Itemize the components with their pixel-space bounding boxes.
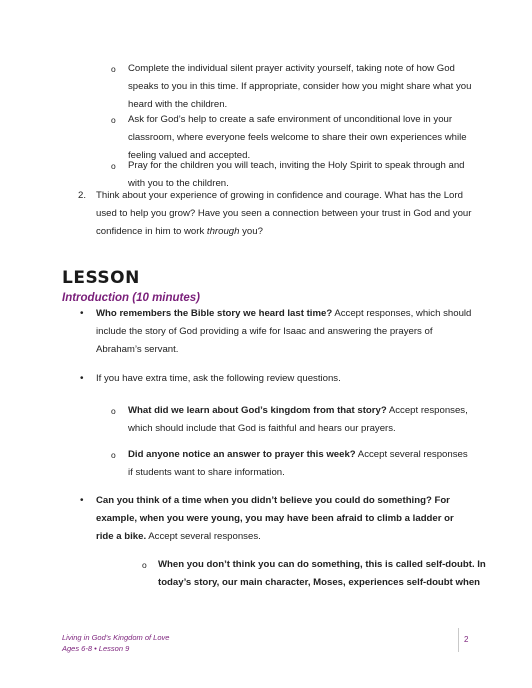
bullet-dot-icon: • (80, 308, 84, 319)
sub-bullet-2: Ask for God’s help to create a safe environment of unconditional love in your classroom, where everyone feels welcome to share their own experiences while feeling valued and accepted. (128, 114, 467, 161)
bullet-o-icon: o (111, 450, 116, 460)
bullet-dot-icon: • (80, 373, 84, 384)
page-number: 2 (464, 635, 469, 644)
footer (62, 632, 169, 654)
bullet-o-icon: o (111, 115, 116, 125)
introduction-heading: Introduction (10 minutes) (62, 292, 200, 304)
review-question-2: Did anyone notice an answer to prayer this week? Accept several responses if students want to share information. (128, 449, 468, 478)
sub-bullet-1: Complete the individual silent prayer activity yourself, taking note of how God speaks to you in this time. If appropriate, consider how you might share what you heard with the children. (128, 63, 472, 110)
bullet-item-3: Can you think of a time when you didn’t believe you could do something? For example, when you were young, you may have been afraid to climb a ladder or ride a bike. Accept several responses. (96, 495, 454, 542)
bullet-item-1: Who remembers the Bible story we heard last time? Accept responses, which should include the story of God providing a wife for Isaac and answering the prayers of Abraham’s servant. (96, 308, 472, 355)
list-number: 2. (78, 190, 87, 201)
bullet-o-icon: o (111, 406, 116, 416)
lesson-heading: LESSON (62, 268, 140, 288)
bullet-o-icon: o (111, 161, 116, 171)
numbered-item-2: Think about your experience of growing in confidence and courage. What has the Lord used to help you grow? Have you seen a connection between your trust in God and your confidence in him to work through you? (96, 190, 472, 237)
sub-bullet-self-doubt: When you don’t think you can do something, this is called self-doubt. In today’s story, our main character, Moses, experiences self-doubt when (158, 559, 486, 588)
bullet-o-icon: o (142, 560, 147, 570)
bullet-item-2: If you have extra time, ask the following review questions. (96, 373, 341, 384)
bullet-dot-icon: • (80, 495, 84, 506)
footer-title: Living in God’s Kingdom of Love (62, 633, 170, 642)
footer-subtitle: Ages 6-8 • Lesson 9 (62, 644, 130, 653)
bullet-o-icon: o (111, 64, 116, 74)
footer-divider (458, 628, 459, 652)
review-question-1: What did we learn about God’s kingdom from that story? Accept responses, which should include that God is faithful and hears our prayers. (128, 405, 468, 434)
sub-bullet-3: Pray for the children you will teach, inviting the Holy Spirit to speak through and with you to the children. (128, 160, 465, 189)
